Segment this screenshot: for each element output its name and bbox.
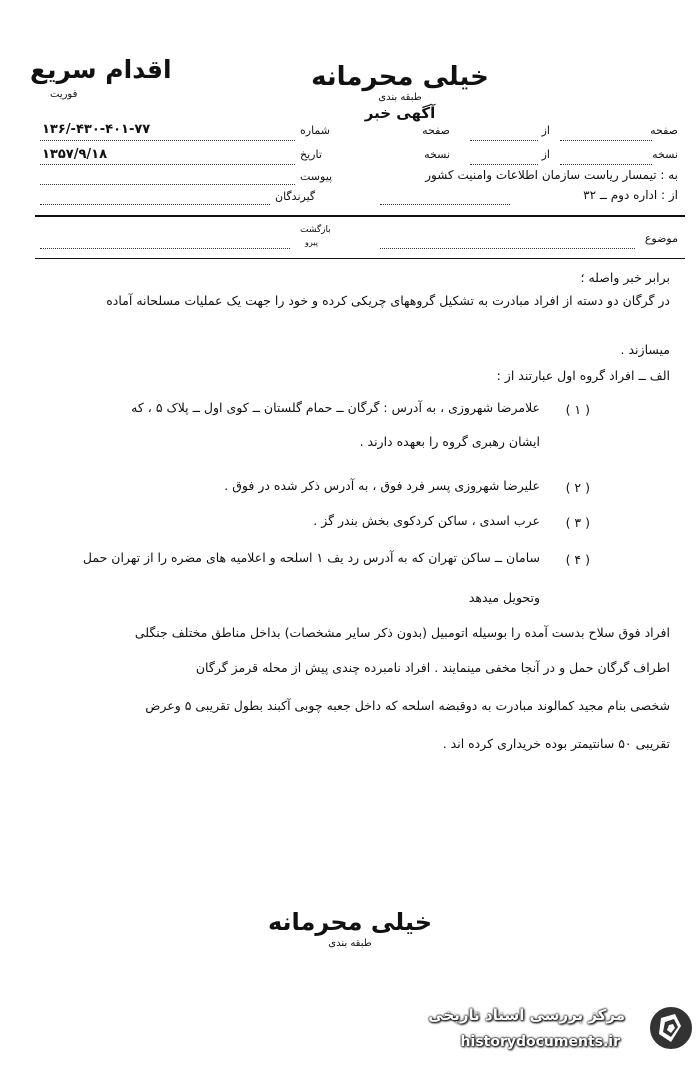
classification-footer: خیلی محرمانه bbox=[267, 908, 433, 936]
reference-label: بازگشت bbox=[300, 225, 331, 235]
item-number: ( ۲ ) bbox=[565, 480, 590, 495]
body-paragraph-line: اطراف گرگان حمل و در آنجا مخفی مینمایند . افراد نامبرده چندی پیش از محله قرمز گرگان bbox=[195, 660, 670, 675]
item-number: ( ۴ ) bbox=[565, 552, 590, 567]
copy-label: نسخه bbox=[652, 148, 678, 161]
date-line bbox=[40, 164, 295, 165]
page-of-line bbox=[470, 140, 538, 141]
body-paragraph-line: افراد فوق سلاح بدست آمده را بوسیله اتومبیل (بدون ذکر سایر مشخصات) بداخل مناطق مختلف جنگلی bbox=[134, 625, 670, 640]
urgency-stamp: اقدام سریع bbox=[30, 55, 172, 84]
copy-of-line bbox=[470, 164, 538, 165]
number-value: ۴۳۰-۴۰۱-۷۷-/۱۳۶ bbox=[42, 122, 151, 137]
classification-caption: طبقه بندی bbox=[378, 92, 422, 103]
body-paragraph-line: شخصی بنام مجید کمالوند مبادرت به دوقبضه اسلحه که داخل جعبه چوبی آکبند بطول تقریبی ۵ وعرض bbox=[145, 698, 670, 713]
list-item: علیرضا شهروزی پسر فرد فوق ، به آدرس ذکر شده در فوق . bbox=[224, 478, 540, 493]
subject-line bbox=[380, 248, 635, 249]
list-item-continuation: وتحویل میدهد bbox=[468, 590, 540, 605]
classification-heading: خیلی محرمانه bbox=[311, 62, 489, 92]
body-paragraph-line: تقریبی ۵۰ سانتیمتر بوده خریداری کرده اند . bbox=[442, 736, 670, 751]
reference-line bbox=[40, 248, 290, 249]
copy-total-label: نسخه bbox=[424, 148, 450, 161]
number-line bbox=[40, 140, 295, 141]
watermark bbox=[405, 1000, 695, 1062]
header-divider bbox=[35, 215, 685, 217]
urgency-caption: فوریت bbox=[50, 89, 78, 100]
item-number: ( ۳ ) bbox=[565, 515, 590, 530]
subject-divider bbox=[35, 258, 685, 259]
body-intro: برابر خبر واصله ؛ bbox=[580, 270, 670, 285]
number-label: شماره bbox=[300, 124, 331, 137]
copy-of-label: از bbox=[541, 148, 550, 161]
reference-sub-label: پیرو bbox=[305, 238, 318, 247]
page-line bbox=[560, 140, 652, 141]
classification-footer-caption: طبقه بندی bbox=[328, 938, 372, 949]
page-total-label: صفحه bbox=[422, 124, 450, 137]
watermark-title: مرکز بررسی اسناد تاریخی bbox=[428, 1006, 625, 1024]
page-label: صفحه bbox=[650, 124, 678, 137]
list-item-continuation: ایشان رهبری گروه را بعهده دارند . bbox=[359, 434, 540, 449]
body-line-1: در گرگان دو دسته از افراد مبادرت به تشکیل گروههای چریکی کرده و خود را جهت یک عملیات مسلحانه آماده bbox=[106, 293, 670, 308]
recipients-line bbox=[40, 204, 270, 205]
attachment-line bbox=[40, 184, 295, 185]
item-number: ( ۱ ) bbox=[565, 402, 590, 417]
watermark-url: historydocuments.ir bbox=[460, 1034, 620, 1050]
date-value: ۱۳۵۷/۹/۱۸ bbox=[42, 147, 108, 162]
addressee-line: به : تیمسار ریاست سازمان اطلاعات وامنیت کشور bbox=[425, 168, 678, 182]
list-item: علامرضا شهروزی ، به آدرس : گرگان ــ حمام گلستان ــ کوی اول ــ پلاک ۵ ، که bbox=[131, 400, 540, 415]
sender-line-dots bbox=[380, 204, 510, 205]
group-heading: الف ــ افراد گروه اول عبارتند از : bbox=[496, 368, 670, 383]
sender-line: از : اداره دوم ــ ۳۲ bbox=[583, 188, 678, 202]
subject-label: موضوع bbox=[644, 232, 678, 245]
date-label: تاریخ bbox=[300, 148, 322, 161]
document-title: آگهی خبر bbox=[364, 104, 436, 122]
list-item: سامان ــ ساکن تهران که به آدرس رد یف ۱ اسلحه و اعلامیه های مضره را از تهران حمل bbox=[82, 550, 540, 565]
copy-line bbox=[560, 164, 652, 165]
archive-logo-icon bbox=[647, 1004, 695, 1052]
recipients-label: گیرندگان bbox=[275, 190, 316, 203]
attachment-label: پیوست bbox=[300, 170, 333, 183]
list-item: عرب اسدی ، ساکن کردکوی بخش بندر گز . bbox=[313, 513, 540, 528]
body-line-2: میسازند . bbox=[620, 342, 670, 357]
page-of-label: از bbox=[541, 124, 550, 137]
